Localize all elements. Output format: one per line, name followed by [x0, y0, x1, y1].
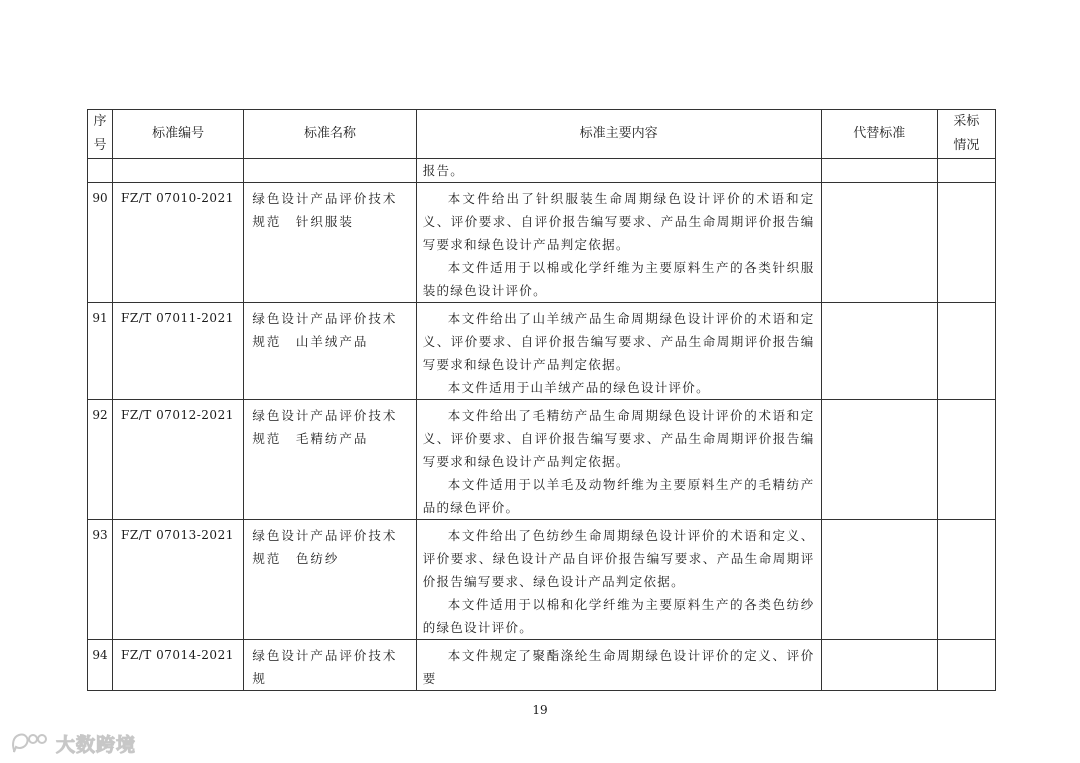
content-paragraph: 本文件适用于山羊绒产品的绿色设计评价。	[447, 380, 710, 395]
standard-name: 绿色设计产品评价技术规范 针织服装	[244, 183, 416, 303]
header-status: 采标情况	[937, 110, 995, 159]
standard-code: FZ/T 07010-2021	[113, 183, 244, 303]
row-number: 93	[88, 520, 113, 640]
adoption-status	[937, 400, 995, 520]
content-paragraph: 本文件给出了毛精纺产品生命周期绿色设计评价的术语和定义、评价要求、自评价报告编写要求、产品生命周期评价报告编写要求和绿色设计产品判定依据。	[422, 408, 815, 469]
content-paragraph: 本文件给出了针织服装生命周期绿色设计评价的术语和定义、评价要求、自评价报告编写要求、产品生命周期评价报告编写要求和绿色设计产品判定依据。	[422, 191, 815, 252]
header-replaces: 代替标准	[821, 110, 937, 159]
table-row	[88, 303, 996, 400]
replaced-standard	[821, 183, 937, 303]
table-row	[88, 520, 996, 640]
replaced-standard	[821, 400, 937, 520]
standard-name: 绿色设计产品评价技术规范 毛精纺产品	[244, 400, 416, 520]
standard-code: FZ/T 07014-2021	[113, 640, 244, 691]
standard-name: 绿色设计产品评价技术规范 色纺纱	[244, 520, 416, 640]
content-paragraph: 本文件给出了色纺纱生命周期绿色设计评价的术语和定义、评价要求、绿色设计产品自评价报告编写要求、产品生命周期评价报告编写要求、绿色设计产品判定依据。	[422, 528, 815, 589]
standard-content	[416, 520, 821, 640]
header-no: 序号	[88, 110, 113, 159]
standard-code: FZ/T 07012-2021	[113, 400, 244, 520]
watermark-text: 大数跨境	[56, 733, 137, 756]
replaced-standard	[821, 520, 937, 640]
header-content: 标准主要内容	[416, 110, 821, 159]
standard-content	[416, 183, 821, 303]
standards-table	[87, 109, 996, 691]
row-number: 94	[88, 640, 113, 691]
standard-content	[416, 400, 821, 520]
table-row-continuation	[88, 159, 996, 183]
content-paragraph: 本文件适用于以棉和化学纤维为主要原料生产的各类色纺纱的绿色设计评价。	[422, 597, 815, 635]
continuation-text: 报告。	[416, 159, 821, 183]
adoption-status	[937, 303, 995, 400]
standard-name: 绿色设计产品评价技术规范 山羊绒产品	[244, 303, 416, 400]
row-number: 90	[88, 183, 113, 303]
watermark	[10, 728, 136, 758]
content-paragraph: 本文件给出了山羊绒产品生命周期绿色设计评价的术语和定义、评价要求、自评价报告编写要求、产品生命周期评价报告编写要求和绿色设计产品判定依据。	[422, 311, 815, 372]
replaced-standard	[821, 640, 937, 691]
table-row	[88, 183, 996, 303]
content-paragraph: 本文件规定了聚酯涤纶生命周期绿色设计评价的定义、评价要	[422, 648, 815, 686]
row-number: 92	[88, 400, 113, 520]
replaced-standard	[821, 303, 937, 400]
content-paragraph: 本文件适用于以羊毛及动物纤维为主要原料生产的毛精纺产品的绿色评价。	[422, 477, 815, 515]
standard-name: 绿色设计产品评价技术规	[244, 640, 416, 691]
header-code: 标准编号	[113, 110, 244, 159]
content-paragraph: 本文件适用于以棉或化学纤维为主要原料生产的各类针织服装的绿色设计评价。	[422, 260, 815, 298]
table-header-row	[88, 110, 996, 159]
table-row	[88, 400, 996, 520]
chat-bubble-logo-icon	[10, 730, 50, 756]
adoption-status	[937, 183, 995, 303]
standard-content	[416, 303, 821, 400]
row-number: 91	[88, 303, 113, 400]
standard-code: FZ/T 07011-2021	[113, 303, 244, 400]
header-name: 标准名称	[244, 110, 416, 159]
standard-code: FZ/T 07013-2021	[113, 520, 244, 640]
adoption-status	[937, 520, 995, 640]
page-number: 19	[532, 703, 548, 717]
standard-content	[416, 640, 821, 691]
table-row	[88, 640, 996, 691]
adoption-status	[937, 640, 995, 691]
